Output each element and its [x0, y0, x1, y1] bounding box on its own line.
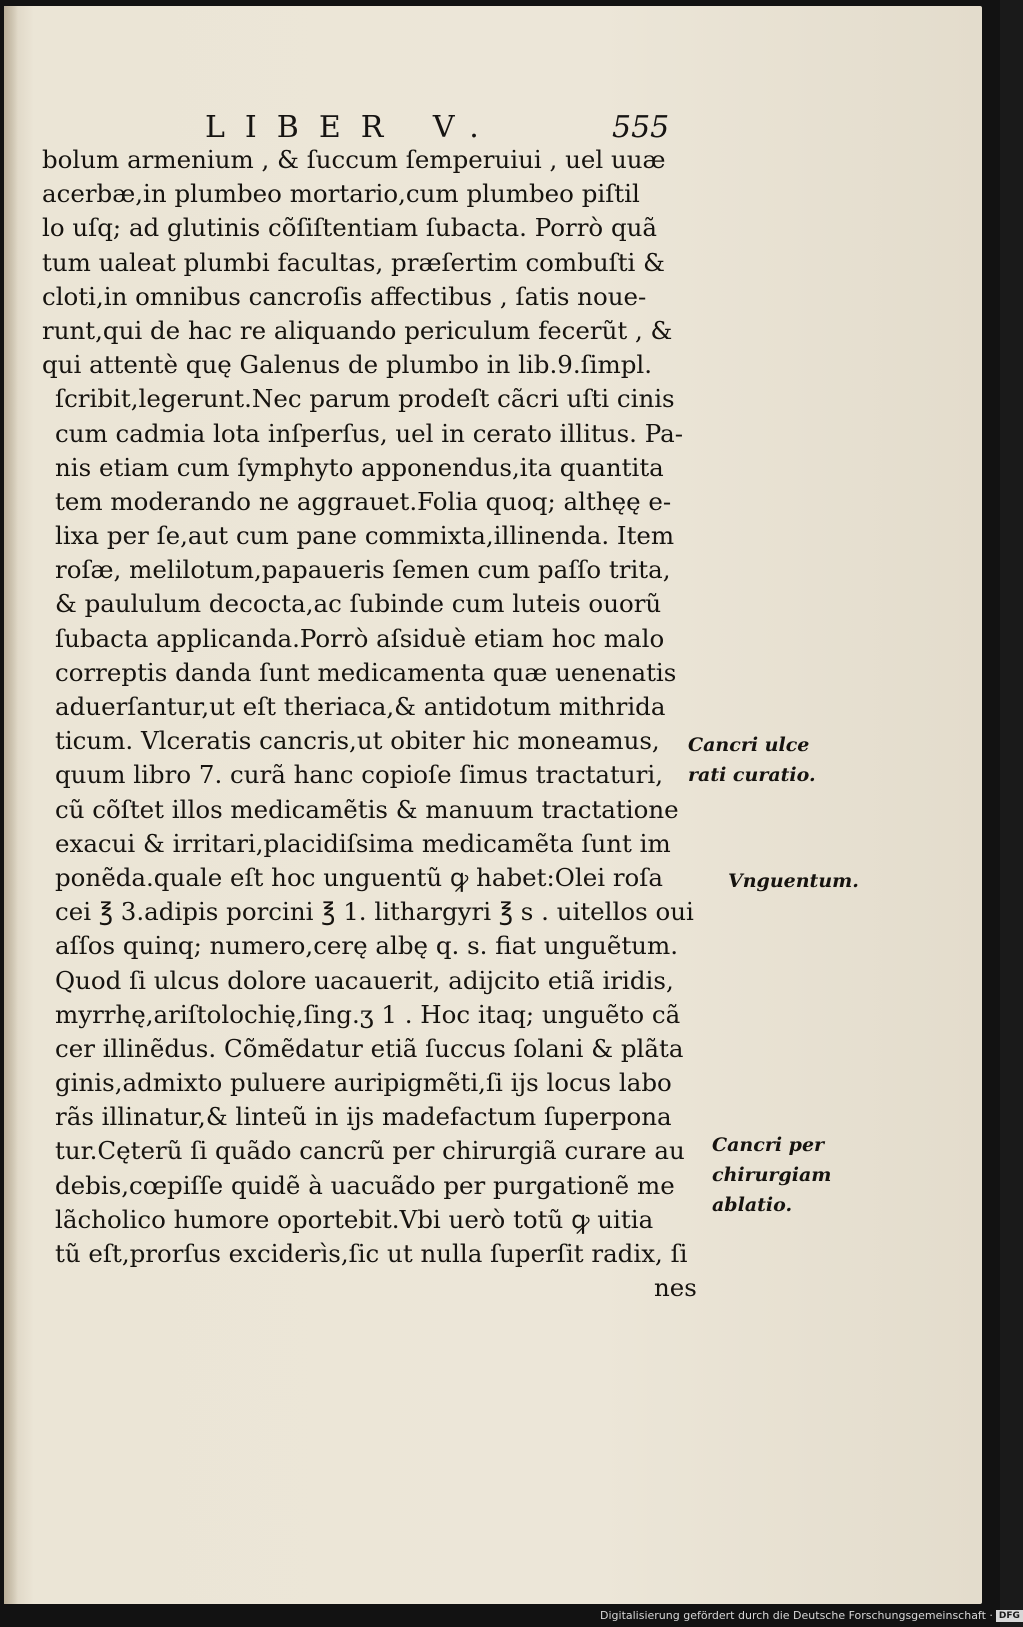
text-line: ticum. Vlceratis cancris,ut obiter hic moneamus, [55, 726, 660, 756]
margin-note-line: Cancri ulce [688, 734, 810, 756]
text-line: cloti,in omnibus cancroſis affectibus , ſatis noue- [42, 281, 647, 311]
catchword: nes [654, 1273, 697, 1303]
margin-note-line: ablatio. [712, 1194, 793, 1216]
text-line: ſcribit,legerunt.Nec parum prodeſt cãcri uſti cinis [55, 384, 675, 414]
dfg-logo: DFG [996, 1610, 1023, 1622]
text-line: lãcholico humore oportebit.Vbi uerò totũ ꝙ uitia [55, 1204, 654, 1234]
text-line: cum cadmia lota inſperſus, uel in cerato illitus. Pa- [55, 418, 684, 448]
margin-note-line: Vnguentum. [728, 870, 859, 892]
text-line: cũ cõſtet illos medicamẽtis & manuum tractatione [55, 794, 679, 824]
text-line: tum ualeat plumbi facultas, præſertim combuſti & [42, 247, 665, 277]
text-line: Quod ſi ulcus dolore uacauerit, adijcito etiã iridis, [55, 965, 674, 995]
margin-note-line: Cancri per [712, 1134, 825, 1156]
margin-note-line: chirurgiam [712, 1164, 832, 1186]
main-text [42, 143, 702, 1305]
margin-note-cancri-chirurgiam [712, 1130, 831, 1220]
margin-note-unguentum [728, 866, 859, 896]
text-line: exacui & irritari,placidiſsima medicamẽta ſunt im [55, 828, 671, 858]
text-line: tũ eſt,prorſus exciderìs,ſic ut nulla ſuperſit radix, ſi [55, 1239, 688, 1268]
text-line: ponẽda.quale eſt hoc unguentũ ꝙ habet:Olei roſa [55, 862, 663, 892]
margin-note-line: rati curatio. [688, 764, 816, 786]
text-line: rãs illinatur,& linteũ in ijs madefactum ſuperpona [55, 1102, 672, 1132]
text-line: correptis danda ſunt medicamenta quæ uenenatis [55, 657, 677, 687]
margin-note-cancri-ulcerati [688, 730, 816, 790]
text-line: ginis,admixto puluere auripigmẽti,ſi ijs locus labo [55, 1068, 672, 1098]
text-line: quum libro 7. curã hanc copioſe ſimus tractaturi, [55, 760, 663, 790]
text-line: acerbæ,in plumbeo mortario,cum plumbeo piſtil [42, 179, 640, 209]
text-line: aduerſantur,ut eſt theriaca,& antidotum mithrida [55, 692, 666, 721]
page-gutter-shadow [4, 6, 18, 1604]
text-line: runt,qui de hac re aliquando periculum fecerũt , & [42, 315, 673, 345]
text-line: cei ℥ 3.adipis porcini ℥ 1. lithargyri ℥ s . uitellos oui [55, 897, 694, 927]
text-line: ſubacta applicanda.Porrò aſsiduè etiam hoc malo [55, 623, 665, 653]
text-line: roſæ, melilotum,papaueris ſemen cum paſſo trita, [55, 555, 671, 585]
text-line: debis,cœpiſſe quidẽ à uacuãdo per purgationẽ me [55, 1170, 675, 1200]
text-line: aſſos quinq; numero,cerę albę q. s. fiat unguẽtum. [55, 931, 678, 961]
text-line: lixa per ſe,aut cum pane commixta,illinenda. Item [55, 521, 675, 551]
credit-text: Digitalisierung gefördert durch die Deutsche Forschungsgemeinschaft · [600, 1609, 993, 1622]
text-line: myrrhę,ariſtolochię,ſing.ʒ 1 . Hoc itaq; unguẽto cã [55, 999, 681, 1029]
text-line: qui attentè quę Galenus de plumbo in lib.9.ſimpl. [42, 350, 653, 380]
text-line: nis etiam cum ſymphyto apponendus,ita quantita [55, 452, 664, 482]
running-head: LIBER V. [205, 110, 499, 145]
page-number: 555 [612, 110, 670, 145]
text-line: cer illinẽdus. Cõmẽdatur etiã ſuccus ſolani & plãta [55, 1033, 684, 1063]
digitization-credit [600, 1607, 1020, 1625]
text-line: tem moderando ne aggrauet.Folia quoq; althęę e- [55, 486, 672, 516]
text-line: bolum armenium , & ſuccum ſemperuiui , uel uuæ [42, 145, 666, 174]
text-line: lo uſq; ad glutinis cõſiſtentiam ſubacta. Porrò quã [42, 213, 658, 243]
text-line: & paululum decocta,ac ſubinde cum luteis ouorũ [55, 589, 662, 619]
text-line: tur.Cęterũ ſi quãdo cancrũ per chirurgiã curare au [55, 1136, 685, 1166]
